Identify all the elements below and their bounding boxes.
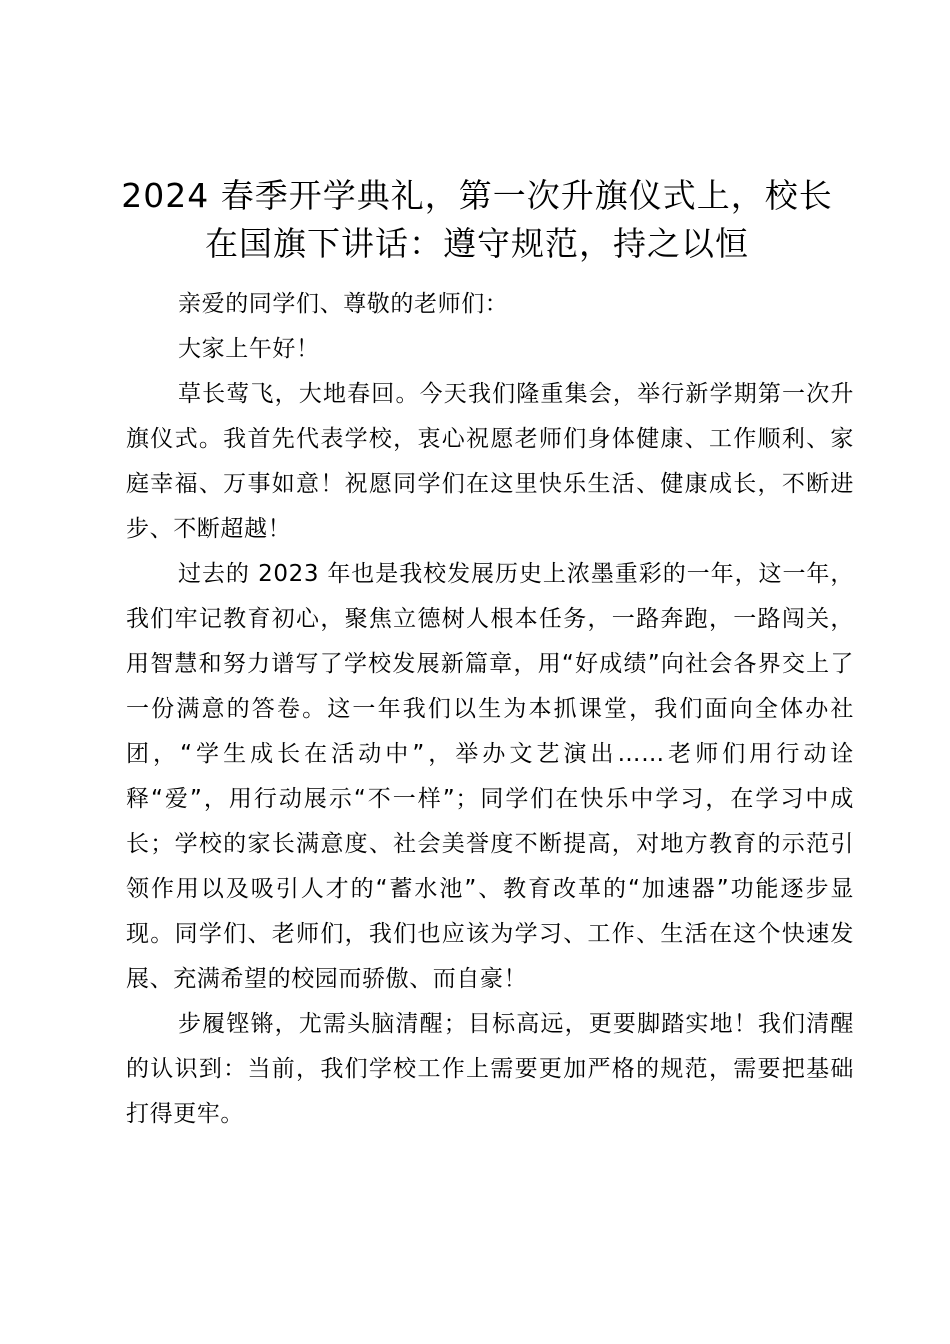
paragraph-goals: 步履铿锵，尤需头脑清醒；目标高远，更要脚踏实地！我们清醒的认识到：当前，我们学校工作上需要更加严格的规范，需要把基础打得更牢。	[126, 1011, 854, 1127]
greeting: 大家上午好！	[178, 336, 320, 362]
document-title: 2024 春季开学典礼，第一次升旗仪式上，校长在国旗下讲话：遵守规范，持之以恒	[121, 176, 833, 263]
document-body	[126, 282, 854, 1137]
paragraph-opening: 草长莺飞，大地春回。今天我们隆重集会，举行新学期第一次升旗仪式。我首先代表学校，衷心祝愿老师们身体健康、工作顺利、家庭幸福、万事如意！祝愿同学们在这里快乐生活、健康成长，不断进步、不断超越！	[126, 381, 854, 542]
paragraph-review-2023: 过去的 2023 年也是我校发展历史上浓墨重彩的一年，这一年，我们牢记教育初心，聚焦立德树人根本任务，一路奔跑，一路闯关，用智慧和努力谱写了学校发展新篇章，用“好成绩”向社会各界交上了一份满意的答卷。这一年我们以生为本抓课堂，我们面向全体办社团，“学生成长在活动中”，举办文艺演出……老师们用行动诠释“爱”，用行动展示“不一样”；同学们在快乐中学习，在学习中成长；学校的家长满意度、社会美誉度不断提高，对地方教育的示范引领作用以及吸引人才的“蓄水池”、教育改革的“加速器”功能逐步显现。同学们、老师们，我们也应该为学习、工作、生活在这个快速发展、充满希望的校园而骄傲、而自豪！	[126, 561, 854, 992]
salutation: 亲爱的同学们、尊敬的老师们：	[178, 291, 509, 317]
